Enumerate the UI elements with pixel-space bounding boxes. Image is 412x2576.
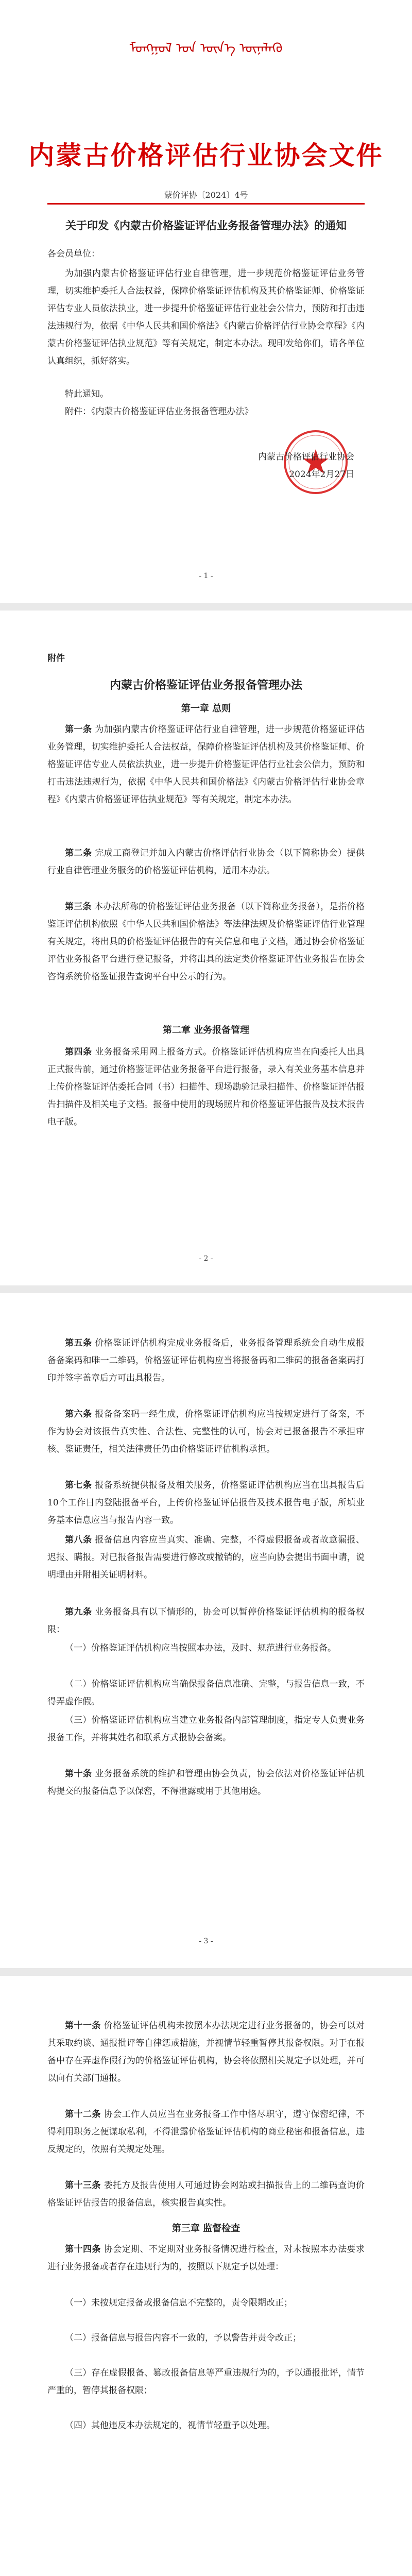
article-9 — [47, 1603, 365, 1638]
article-11 — [47, 2017, 365, 2087]
notice-body: 为加强内蒙古价格鉴证评估行业自律管理，进一步规范价格鉴证评估业务管理，切实维护委托人合法权益，保障价格鉴证评估机构及其价格鉴证师、价格鉴证评估专业人员依法执业，进一步提升价格鉴证评估行业社会公信力，预防和打击违法违规行为，依据《中华人民共和国价格法》《内蒙古价格评估行业协会章程》《内蒙古价格鉴证评估执业规范》等有关规定，制定本办法。现印发给你们，请各单位认真组织，抓好落实。 — [47, 268, 365, 366]
signature-org: 内蒙古价格评估行业协会 — [258, 452, 354, 462]
article-number: 第九条 — [65, 1607, 92, 1617]
article-text: 本办法所称的价格鉴证评估业务报备（以下简称业务报备），是指价格鉴证评估机构依照《中华人民共和国价格法》等法律法规及价格鉴证评估行业管理有关规定，将出具的价格鉴证评估报告的有关信息和电子文档，通过协会价格鉴证评估业务报备平台进行登记报备，并将出具的法定类价格鉴证评估业务报告在协会咨询系统价格鉴证报告查询平台中公示的行为。 — [47, 902, 365, 982]
chapter-heading: 第三章 监督检查 — [171, 2223, 241, 2234]
list-item: （二）报备信息与报告内容不一致的，予以警告并责令改正； — [65, 2333, 301, 2343]
signature-date: 2024年2月27日 — [289, 469, 354, 480]
list-item: （四）其他违反本办法规定的，视情节轻重予以处理。 — [65, 2420, 275, 2431]
article-6 — [47, 1405, 365, 1458]
article-number: 第一条 — [65, 724, 92, 735]
page-1 — [0, 0, 412, 603]
article-number: 第七条 — [65, 1480, 92, 1490]
article-text: 委托方及报告使用人可通过协会网站或扫描报告上的二维码查询价格鉴证评估报告的报备信息，核实报告真实性。 — [47, 2180, 365, 2208]
measures-title: 内蒙古价格鉴证评估业务报备管理办法 — [109, 679, 302, 692]
article-number: 第八条 — [65, 1535, 92, 1545]
article-text: 协会定期、不定期对业务报备情况进行检查，对未按照本办法要求进行业务报备或者存在违规行为的，按照以下规定予以处理： — [47, 2244, 365, 2272]
article-number: 第十一条 — [65, 2021, 101, 2031]
notice-attachment: 附件：《内蒙古价格鉴证评估业务报备管理办法》 — [65, 406, 253, 417]
notice-title: 关于印发《内蒙古价格鉴证评估业务报备管理办法》的通知 — [65, 219, 347, 232]
article-5 — [47, 1334, 365, 1387]
red-divider — [47, 203, 365, 205]
article-3 — [47, 898, 365, 986]
notice-closing: 特此通知。 — [65, 389, 109, 399]
list-item: （二）价格鉴证评估机构应当确保报备信息准确、完整，与报告信息一致，不得弄虚作假。 — [47, 1679, 365, 1707]
article-number: 第十条 — [65, 1769, 92, 1779]
list-item: （一）未按规定报备或报备信息不完整的，责令限期改正； — [65, 2298, 293, 2308]
article-number: 第六条 — [65, 1409, 92, 1419]
article-number: 第十二条 — [65, 2109, 101, 2120]
article-text: 报备备案码一经生成，价格鉴证评估机构应当按规定进行了备案，不作为协会对该报告真实性、合法性、完整性的认可，协会对已报备报告不承担审核、鉴证责任，相关法律责任仍由价格鉴证评估机构承担。 — [47, 1409, 365, 1454]
article-text: 完成工商登记并加入内蒙古价格评估行业协会（以下简称协会）提供行业自律管理业务服务的价格鉴证评估机构，适用本办法。 — [47, 848, 365, 876]
article-number: 第十四条 — [65, 2244, 101, 2255]
page-2 — [0, 611, 412, 1285]
list-item: （一）价格鉴证评估机构应当按照本办法，及时、规范进行业务报备。 — [65, 1643, 336, 1653]
article-text: 为加强内蒙古价格鉴证评估行业自律管理，进一步规范价格鉴证评估业务管理，切实维护委托人合法权益，保障价格鉴证评估机构及其价格鉴证师、价格鉴证评估专业人员依法执业，进一步提升价格鉴证评估行业社会公信力，预防和打击违法违规行为，依据《中华人民共和国价格法》《内蒙古价格评估行业协会章程》《内蒙古价格鉴证评估执业规范》等有关规定，制定本办法。 — [47, 724, 365, 805]
article-text: 协会工作人员应当在业务报备工作中恪尽职守，遵守保密纪律，不得利用职务之便谋取私利，不得泄露价格鉴证评估机构的商业秘密和报备信息，违反规定的，依照有关规定处理。 — [47, 2109, 365, 2155]
article-text: 价格鉴证评估机构未按照本办法规定进行业务报备的，协会可以对其采取约谈、通报批评等自律惩戒措施，并视情节轻重暂停其报备权限。对于在报备中存在弄虚作假行为的价格鉴证评估机构，协会将依照相关规定予以处理，并可以向有关部门通报。 — [47, 2021, 365, 2083]
article-text: 业务报备采用网上报备方式。价格鉴证评估机构应当在向委托人出具正式报告前，通过价格鉴证评估业务报备平台进行报备，录入有关业务基本信息并上传价格鉴证评估委托合同（书）扫描件、现场勘验记录扫描件、价格鉴证评估报告扫描件及相关电子文档。报备中使用的现场照片和价格鉴证评估报告及技术报告电子版。 — [47, 1047, 365, 1127]
article-7 — [47, 1477, 365, 1529]
article-number: 第二条 — [65, 848, 92, 858]
article-number: 第三条 — [65, 902, 92, 912]
article-number: 第十三条 — [65, 2180, 101, 2191]
article-number: 第五条 — [65, 1338, 92, 1348]
page-3 — [0, 1293, 412, 1968]
article-12 — [47, 2106, 365, 2158]
article-text: 报备信息内容应当真实、准确、完整，不得虚假报备或者故意漏报、迟报、瞒报。对已报备报告需要进行修改或撤销的，应当向协会提出书面申请，说明理由并附相关证明材料。 — [47, 1535, 365, 1580]
article-text: 业务报备系统的维护和管理由协会负责，协会依法对价格鉴证评估机构提交的报备信息予以保密，不得泄露或用于其他用途。 — [47, 1769, 365, 1797]
article-8 — [47, 1531, 365, 1584]
article-10 — [47, 1765, 365, 1800]
article-1 — [47, 721, 365, 808]
article-14 — [47, 2241, 365, 2276]
chapter-heading: 第一章 总则 — [181, 703, 231, 714]
article-number: 第四条 — [65, 1047, 92, 1057]
article-text: 业务报备具有以下情形的，协会可以暂停价格鉴证评估机构的报备权限： — [47, 1607, 365, 1635]
article-text: 报备系统提供报备及相关服务，价格鉴证评估机构应当在出具报告后10个工作日内登陆报备平台，上传价格鉴证评估报告及技术报告电子版，所填业务基本信息应当与报告内容一致。 — [47, 1480, 365, 1526]
list-item: （三）存在虚假报备、篡改报备信息等严重违规行为的，予以通报批评，情节严重的，暂停其报备权限； — [47, 2368, 365, 2396]
page-number: - 2 - — [199, 1255, 213, 1263]
article-text: 价格鉴证评估机构完成业务报备后，业务报备管理系统会自动生成报备备案码和唯一二维码，价格鉴证评估机构应当将报备码和二维码的报备备案码打印并签字盖章后方可出具报告。 — [47, 1338, 365, 1383]
page-number: - 3 - — [199, 1937, 213, 1945]
chapter-heading: 第二章 业务报备管理 — [162, 1025, 250, 1036]
article-13 — [47, 2177, 365, 2212]
letterhead-title: 内蒙古价格评估行业协会文件 — [28, 140, 384, 171]
article-4 — [47, 1043, 365, 1131]
document-number: 蒙价评协〔2024〕4号 — [164, 190, 248, 200]
page-number: - 1 - — [199, 572, 213, 580]
appendix-label: 附件 — [47, 653, 65, 664]
signature-block — [258, 448, 354, 483]
mongolian-letterhead: ᠮᠣᠩᠭᠣᠯ ᠤᠨ ᠦᠨ᠎ᠡ ᠦᠨᠡᠯᠡᠬᠦ — [129, 41, 283, 56]
salutation: 各会员单位： — [47, 249, 100, 259]
list-item: （三）价格鉴证评估机构应当建立业务报备内部管理制度，指定专人负责业务报备工作，并将其姓名和联系方式报协会备案。 — [47, 1715, 365, 1743]
page-4 — [0, 1976, 412, 2576]
article-2 — [47, 844, 365, 879]
